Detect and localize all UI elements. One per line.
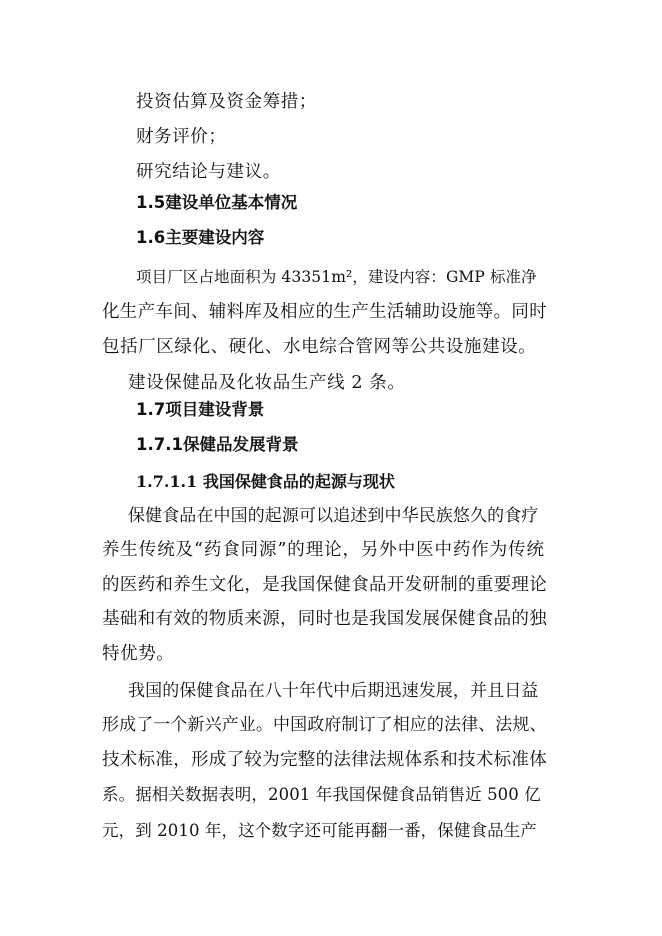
section-heading-1-6: 1.6主要建设内容 <box>136 228 265 247</box>
paragraph-development-line: 我国的保健食品在八十年代中后期迅速发展，并且日益 <box>128 681 539 701</box>
paragraph-development-line: 元，到 2010 年，这个数字还可能再翻一番，保健食品生产 <box>102 821 537 840</box>
list-item-investment: 投资估算及资金筹措； <box>136 92 317 112</box>
paragraph-development-line: 系。据相关数据表明，2001 年我国保健食品销售近 500 亿 <box>102 785 541 804</box>
list-item-finance: 财务评价； <box>136 127 227 147</box>
paragraph-construction-line: 包括厂区绿化、硬化、水电综合管网等公共设施建设。 <box>102 337 537 357</box>
section-heading-1-5: 1.5建设单位基本情况 <box>136 193 298 212</box>
section-heading-1-7-1: 1.7.1保健品发展背景 <box>136 435 299 454</box>
section-heading-1-7-1-1: 1.7.1.1 我国保健食品的起源与现状 <box>136 472 395 491</box>
paragraph-construction-line: 项目厂区占地面积为 43351m²，建设内容：GMP 标准净 <box>136 268 537 286</box>
paragraph-development-line: 形成了一个新兴产业。中国政府制订了相应的法律、法规、 <box>102 715 547 735</box>
paragraph-origin-line: 特优势。 <box>102 644 175 664</box>
paragraph-origin-line: 养生传统及“药食同源”的理论，另外中医中药作为传统 <box>102 540 545 560</box>
paragraph-origin-line: 保健食品在中国的起源可以追述到中华民族悠久的食疗 <box>128 506 539 526</box>
section-heading-1-7: 1.7项目建设背景 <box>136 400 265 419</box>
paragraph-origin-line: 基础和有效的物质来源，同时也是我国发展保健食品的独 <box>102 609 547 629</box>
paragraph-development-line: 技术标准，形成了较为完整的法律法规体系和技术标准体 <box>102 750 547 770</box>
paragraph-production-lines: 建设保健品及化妆品生产线 2 条。 <box>128 373 406 393</box>
paragraph-construction-line: 化生产车间、辅料库及相应的生产生活辅助设施等。同时 <box>102 302 547 322</box>
list-item-conclusion: 研究结论与建议。 <box>136 162 281 182</box>
paragraph-origin-line: 的医药和养生文化，是我国保健食品开发研制的重要理论 <box>102 575 547 595</box>
